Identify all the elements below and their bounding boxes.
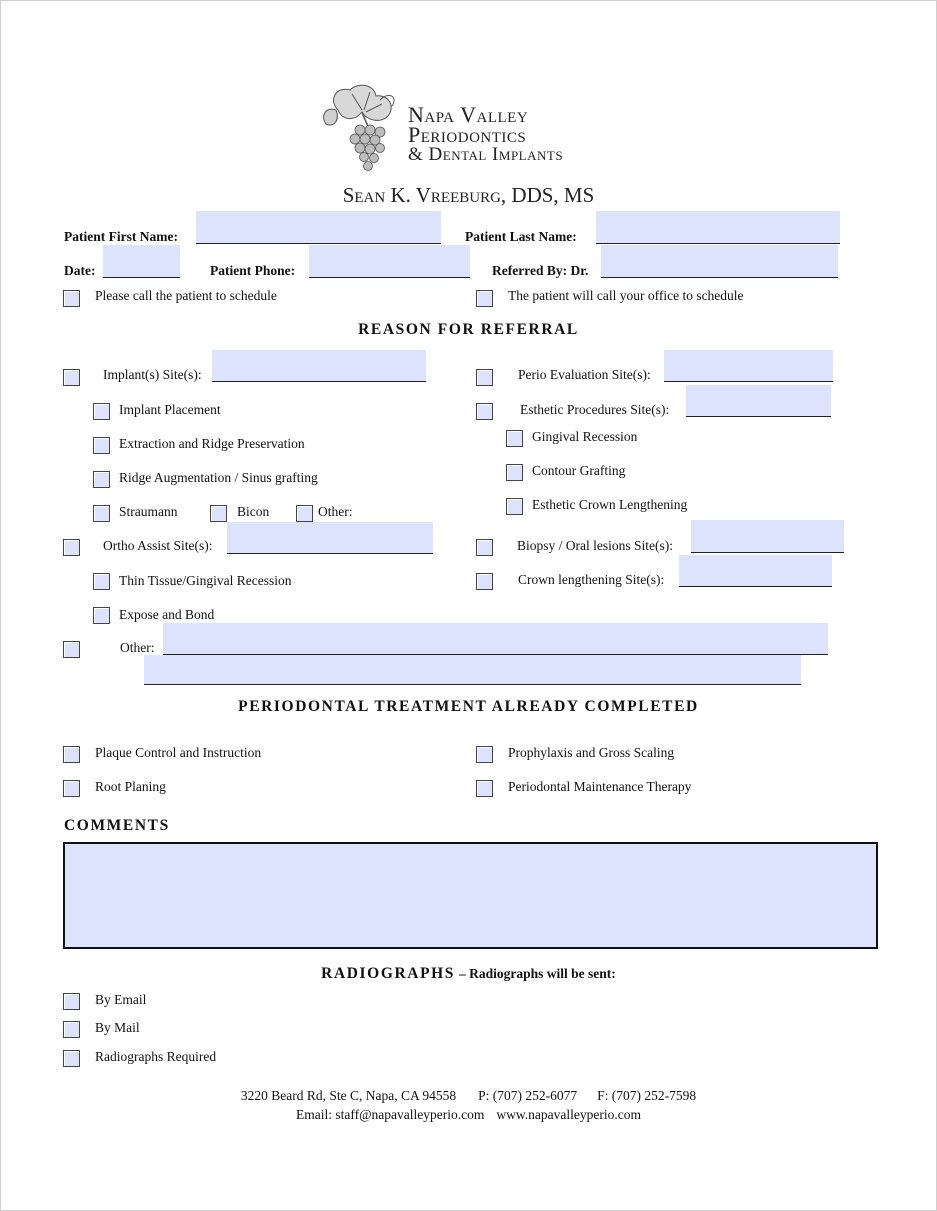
doctor-name: Sean K. Vreeburg, DDS, MS	[342, 183, 595, 207]
patient-will-call-label: The patient will call your office to schedule	[508, 288, 744, 303]
biopsy-field[interactable]	[691, 520, 844, 553]
esthetic-crown-label: Esthetic Crown Lengthening	[532, 497, 688, 512]
first-name-label: Patient First Name:	[64, 229, 178, 244]
maintenance-checkbox[interactable]	[476, 780, 493, 797]
crown-lengthening-field[interactable]	[679, 555, 832, 587]
esthetic-field[interactable]	[686, 385, 831, 417]
footer-phone: P: (707) 252-6077	[478, 1088, 578, 1103]
radiographs-heading-row	[0, 965, 937, 983]
footer-line-1	[0, 1088, 937, 1104]
logo-line-1: Napa Valley	[408, 102, 529, 127]
maintenance-label: Periodontal Maintenance Therapy	[508, 779, 692, 794]
other-label: Other:	[120, 640, 155, 655]
comments-heading: COMMENTS	[64, 817, 170, 834]
straumann-label: Straumann	[119, 504, 178, 519]
other-implant-label: Other:	[318, 504, 353, 519]
radiographs-subheading: – Radiographs will be sent:	[459, 966, 616, 981]
bicon-label: Bicon	[237, 504, 270, 519]
expose-bond-checkbox[interactable]	[93, 607, 110, 624]
other-field-line2[interactable]	[144, 655, 801, 685]
date-label: Date:	[64, 263, 96, 278]
implant-placement-label: Implant Placement	[119, 402, 221, 417]
implant-site-label: Implant(s) Site(s):	[103, 367, 202, 382]
perio-eval-label: Perio Evaluation Site(s):	[518, 367, 651, 382]
contour-grafting-label: Contour Grafting	[532, 463, 626, 478]
logo-line-3: & Dental Implants	[408, 144, 564, 165]
call-patient-label: Please call the patient to schedule	[95, 288, 277, 303]
implant-site-field[interactable]	[212, 350, 426, 382]
footer-website[interactable]: www.napavalleyperio.com	[496, 1107, 641, 1122]
crown-lengthening-checkbox[interactable]	[476, 573, 493, 590]
last-name-label: Patient Last Name:	[465, 229, 577, 244]
other-checkbox[interactable]	[63, 641, 80, 658]
first-name-field[interactable]	[196, 211, 441, 244]
biopsy-label: Biopsy / Oral lesions Site(s):	[517, 538, 673, 553]
phone-label: Patient Phone:	[210, 263, 296, 278]
plaque-control-label: Plaque Control and Instruction	[95, 745, 262, 760]
footer-line-2	[0, 1107, 937, 1123]
esthetic-label: Esthetic Procedures Site(s):	[520, 402, 670, 417]
ortho-assist-checkbox[interactable]	[63, 539, 80, 556]
referred-label: Referred By: Dr.	[492, 263, 589, 278]
treatment-heading: PERIODONTAL TREATMENT ALREADY COMPLETED	[238, 698, 699, 715]
prophylaxis-checkbox[interactable]	[476, 746, 493, 763]
prophylaxis-label: Prophylaxis and Gross Scaling	[508, 745, 675, 760]
gingival-recession-label: Gingival Recession	[532, 429, 638, 444]
crown-lengthening-label: Crown lengthening Site(s):	[518, 572, 665, 587]
radiographs-required-checkbox[interactable]	[63, 1050, 80, 1067]
ridge-augmentation-label: Ridge Augmentation / Sinus grafting	[119, 470, 318, 485]
bicon-checkbox[interactable]	[210, 505, 227, 522]
root-planing-checkbox[interactable]	[63, 780, 80, 797]
footer-fax: F: (707) 252-7598	[597, 1088, 697, 1103]
by-email-checkbox[interactable]	[63, 993, 80, 1010]
plaque-control-checkbox[interactable]	[63, 746, 80, 763]
other-field-line1[interactable]	[163, 623, 828, 655]
perio-eval-checkbox[interactable]	[476, 369, 493, 386]
last-name-field[interactable]	[596, 211, 840, 244]
perio-eval-field[interactable]	[664, 350, 833, 382]
call-patient-checkbox[interactable]	[63, 290, 80, 307]
other-implant-checkbox[interactable]	[296, 505, 313, 522]
root-planing-label: Root Planing	[95, 779, 166, 794]
by-email-label: By Email	[95, 992, 147, 1007]
extraction-checkbox[interactable]	[93, 437, 110, 454]
radiographs-heading: RADIOGRAPHS	[321, 965, 456, 982]
date-field[interactable]	[103, 245, 180, 278]
implant-site-checkbox[interactable]	[63, 369, 80, 386]
logo-line-2: Periodontics	[408, 122, 527, 147]
grape-cluster-icon	[318, 80, 408, 176]
reason-heading: REASON FOR REFERRAL	[358, 321, 579, 338]
comments-textarea[interactable]	[63, 842, 878, 949]
contour-grafting-checkbox[interactable]	[506, 464, 523, 481]
phone-field[interactable]	[309, 245, 470, 278]
thin-tissue-checkbox[interactable]	[93, 573, 110, 590]
biopsy-checkbox[interactable]	[476, 539, 493, 556]
footer-address: 3220 Beard Rd, Ste C, Napa, CA 94558	[240, 1088, 457, 1103]
implant-placement-checkbox[interactable]	[93, 403, 110, 420]
by-mail-checkbox[interactable]	[63, 1021, 80, 1038]
by-mail-label: By Mail	[95, 1020, 140, 1035]
ortho-assist-field[interactable]	[227, 522, 433, 554]
radiographs-required-label: Radiographs Required	[95, 1049, 217, 1064]
expose-bond-label: Expose and Bond	[119, 607, 215, 622]
referred-field[interactable]	[601, 245, 838, 278]
ridge-augmentation-checkbox[interactable]	[93, 471, 110, 488]
patient-will-call-checkbox[interactable]	[476, 290, 493, 307]
gingival-recession-checkbox[interactable]	[506, 430, 523, 447]
esthetic-crown-checkbox[interactable]	[506, 498, 523, 515]
thin-tissue-label: Thin Tissue/Gingival Recession	[119, 573, 292, 588]
ortho-assist-label: Ortho Assist Site(s):	[103, 538, 213, 553]
esthetic-checkbox[interactable]	[476, 403, 493, 420]
straumann-checkbox[interactable]	[93, 505, 110, 522]
footer-email[interactable]: Email: staff@napavalleyperio.com	[296, 1107, 485, 1122]
extraction-label: Extraction and Ridge Preservation	[119, 436, 305, 451]
